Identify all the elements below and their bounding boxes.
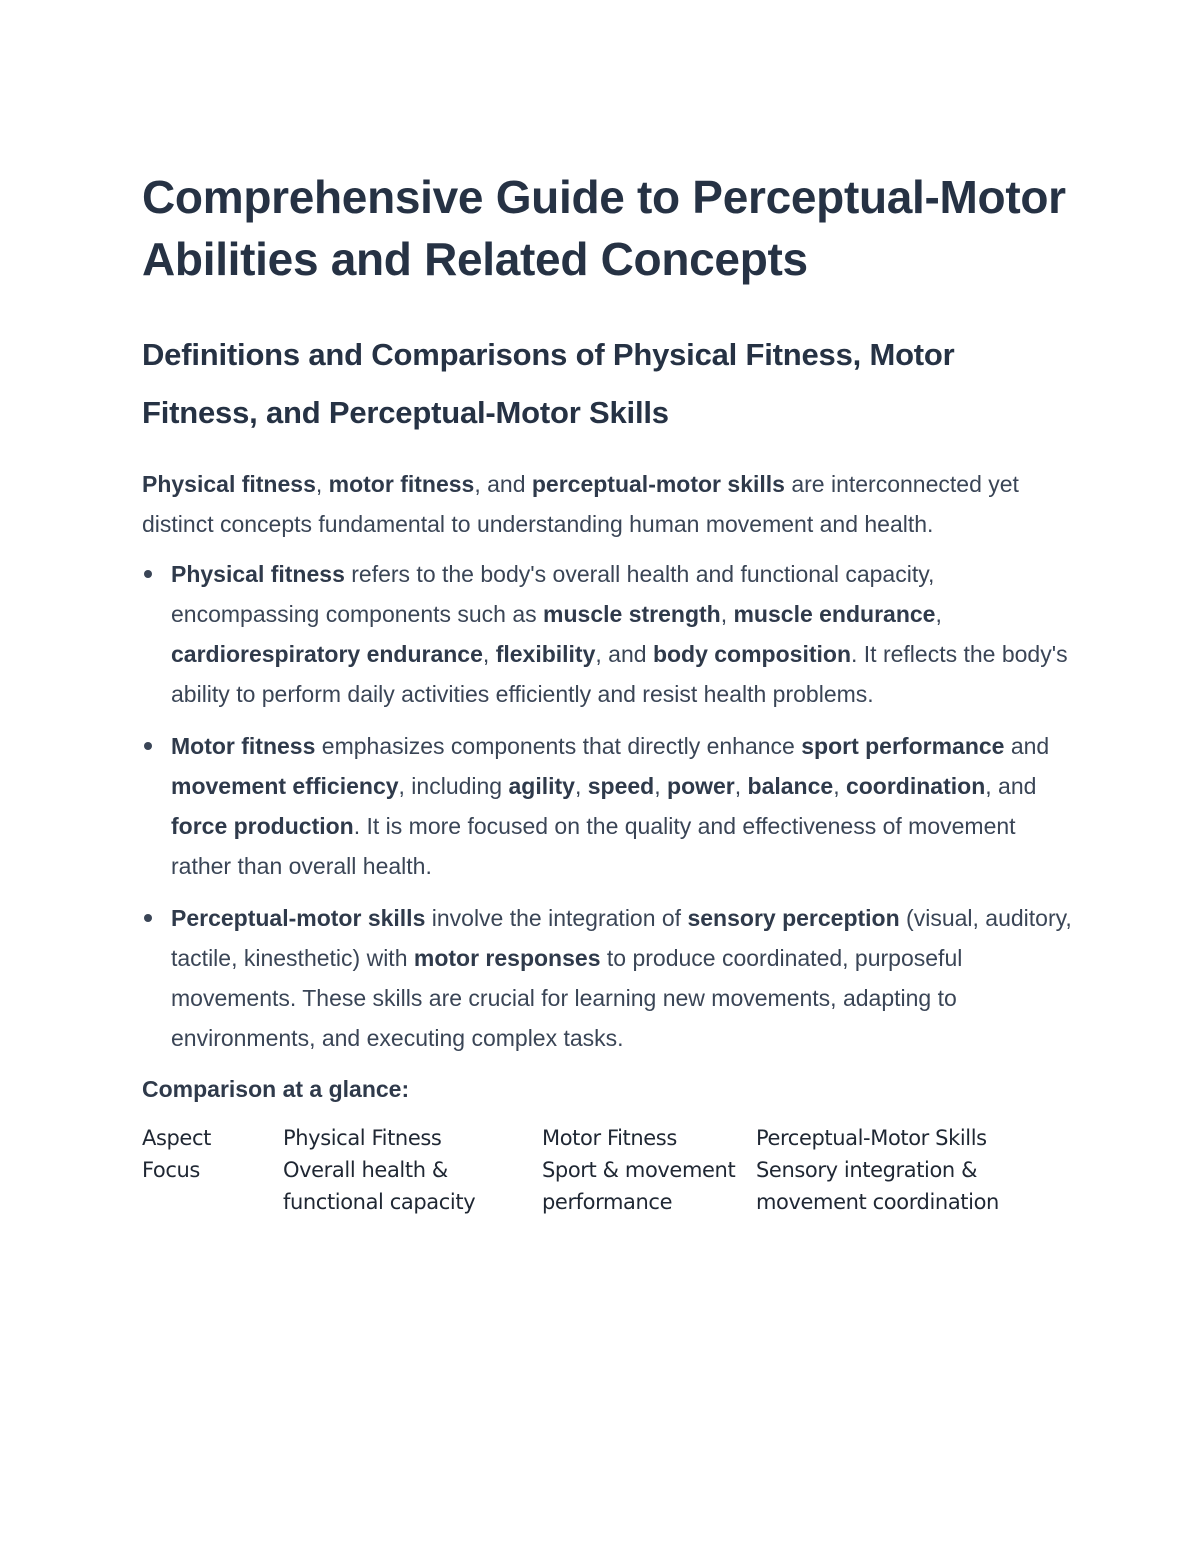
document-page [142, 166, 1072, 1218]
section-heading: Definitions and Comparisons of Physical Fitness, Motor Fitness, and Perceptual-Motor Skills [142, 337, 955, 430]
intro-term-motor-fitness: motor fitness [328, 471, 475, 497]
document-title: Comprehensive Guide to Perceptual-Motor Abilities and Related Concepts [142, 171, 1066, 285]
body-text: involve the integration of [425, 905, 688, 931]
bold-term: muscle endurance [733, 601, 936, 627]
body-text: , [734, 773, 748, 799]
intro-separator: , and [474, 471, 532, 497]
bold-term: agility [508, 773, 575, 799]
bullet-dot-icon [144, 914, 152, 922]
comparison-table [142, 1122, 1046, 1218]
body-text: , [720, 601, 734, 627]
body-text: , [654, 773, 668, 799]
bold-term: cardiorespiratory endurance [171, 641, 483, 667]
definition-list-item [142, 554, 1072, 714]
body-text: , [935, 601, 942, 627]
table-header-cell: Perceptual-Motor Skills [756, 1126, 987, 1150]
body-text: , [833, 773, 846, 799]
bold-term: Perceptual-motor skills [171, 905, 426, 931]
body-text: (visual, auditory, tactile, kinesthetic) with [171, 905, 1072, 971]
body-text: , and [595, 641, 653, 667]
table-cell: Sport & movement performance [542, 1158, 736, 1214]
table-header-cell: Physical Fitness [283, 1126, 442, 1150]
intro-term-physical-fitness: Physical fitness [142, 471, 316, 497]
table-cell: Focus [142, 1158, 200, 1182]
bold-term: muscle strength [543, 601, 721, 627]
bold-term: Motor fitness [171, 733, 316, 759]
bold-term: coordination [845, 773, 986, 799]
bold-term: power [667, 773, 735, 799]
body-text: and [1004, 733, 1050, 759]
table-cell: Sensory integration & movement coordination [756, 1158, 999, 1214]
bold-term: motor responses [413, 945, 601, 971]
bold-term: body composition [652, 641, 851, 667]
table-header-cell: Motor Fitness [542, 1126, 677, 1150]
body-text: . It reflects the body's ability to perform daily activities efficiently and resist health problems. [171, 641, 1068, 707]
bold-term: sensory perception [687, 905, 900, 931]
bullet-dot-icon [144, 570, 152, 578]
body-text: . It is more focused on the quality and effectiveness of movement rather than overall health. [171, 813, 1016, 879]
intro-term-perceptual-motor-skills: perceptual-motor skills [531, 471, 785, 497]
body-text: , [482, 641, 496, 667]
body-text: refers to the body's overall health and functional capacity, encompassing components such as [171, 561, 935, 627]
definition-list-item [142, 898, 1072, 1058]
body-text: to produce coordinated, purposeful movements. These skills are crucial for learning new movements, adapting to environments, and executing complex tasks. [171, 945, 963, 1051]
intro-text: are interconnected yet distinct concepts fundamental to understanding human movement and health. [142, 471, 1019, 537]
definition-list [142, 554, 1072, 1058]
comparison-heading: Comparison at a glance: [142, 1076, 410, 1102]
table-cell: Overall health & functional capacity [283, 1158, 476, 1214]
bold-term: speed [587, 773, 655, 799]
table-header-row [142, 1122, 1046, 1154]
bold-term: sport performance [801, 733, 1005, 759]
bullet-dot-icon [144, 742, 152, 750]
bold-term: movement efficiency [171, 773, 399, 799]
body-text: , and [985, 773, 1037, 799]
bold-term: balance [747, 773, 834, 799]
definition-list-item [142, 726, 1072, 886]
body-text: , including [398, 773, 509, 799]
bold-term: flexibility [495, 641, 596, 667]
intro-paragraph [142, 464, 1072, 544]
table-row [142, 1154, 1046, 1218]
table-header-cell: Aspect [142, 1126, 211, 1150]
bold-term: Physical fitness [171, 561, 345, 587]
intro-separator: , [315, 471, 329, 497]
body-text: emphasizes components that directly enhance [315, 733, 802, 759]
body-text: , [574, 773, 588, 799]
bold-term: force production [171, 813, 354, 839]
